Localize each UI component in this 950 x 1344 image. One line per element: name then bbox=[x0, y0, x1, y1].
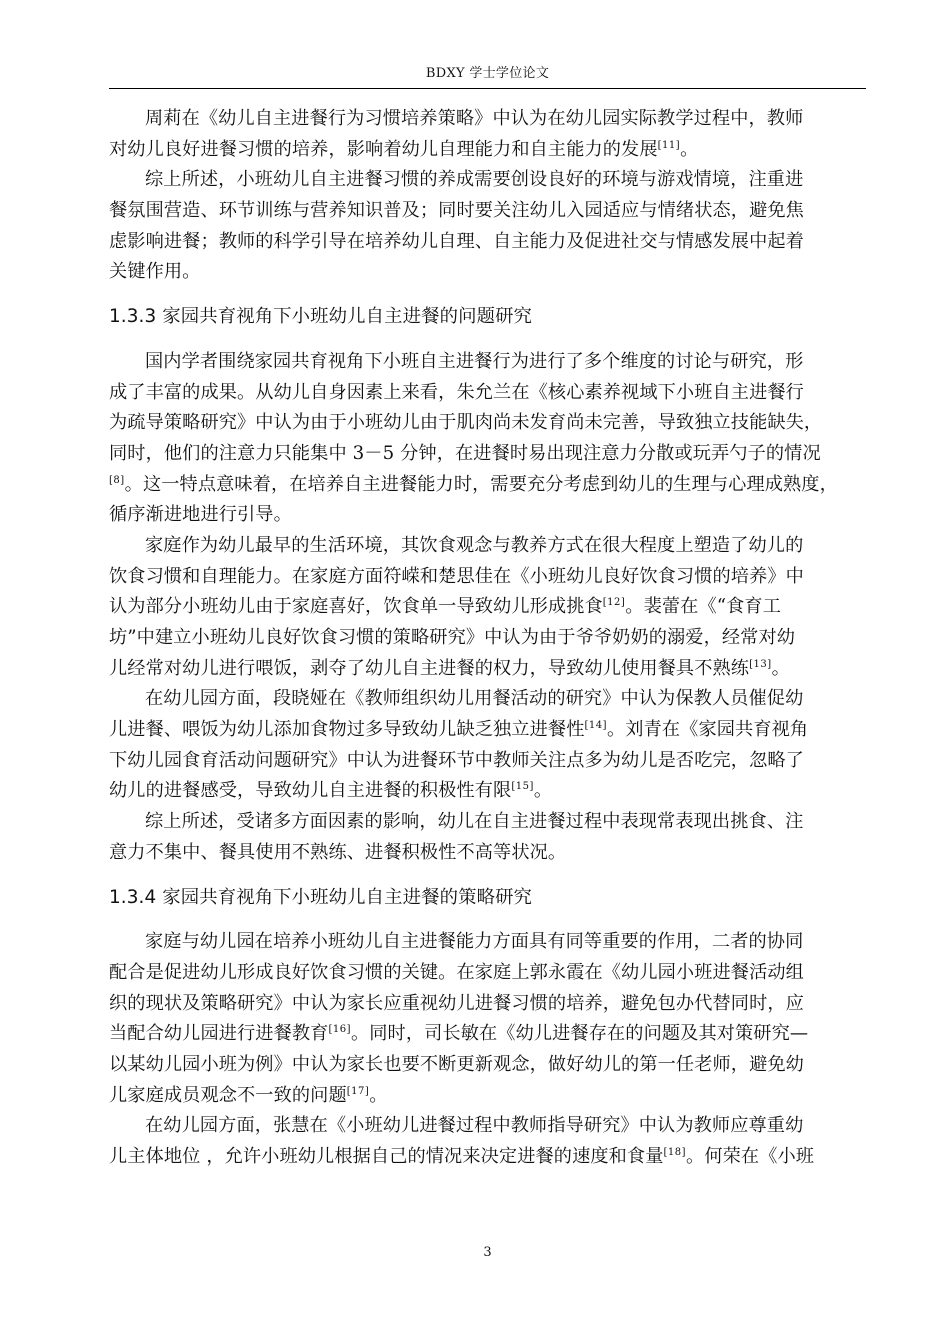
paragraph bbox=[109, 165, 866, 288]
text-line bbox=[109, 1050, 866, 1081]
line-text: 餐氛围营造、环节训练与营养知识普及；同时要关注幼儿入园适应与情绪状态，避免焦 bbox=[109, 200, 804, 222]
text-line bbox=[109, 408, 866, 439]
text-line bbox=[109, 592, 866, 623]
line-text: 为疏导策略研究》中认为由于小班幼儿由于肌肉尚未发育尚未完善，导致独立技能缺失， bbox=[109, 412, 823, 434]
line-text: 同时，他们的注意力只能集中 3－5 分钟，在进餐时易出现注意力分散或玩弄勺子的情况 bbox=[109, 442, 821, 464]
citation-ref: [14] bbox=[584, 720, 608, 732]
line-text: 意力不集中、餐具使用不熟练、进餐积极性不高等状况。 bbox=[109, 841, 567, 863]
section-1-3-3-paragraphs bbox=[109, 347, 866, 869]
text-line bbox=[109, 196, 866, 227]
line-text-after-ref: 。同时，司长敏在《幼儿进餐存在的问题及其对策研究— bbox=[350, 1023, 809, 1045]
line-text: 当配合幼儿园进行进餐教育 bbox=[109, 1023, 329, 1045]
section-1-3-4-paragraphs bbox=[109, 927, 866, 1173]
text-line bbox=[109, 958, 866, 989]
citation-ref: [15] bbox=[511, 781, 534, 793]
text-line bbox=[109, 838, 866, 869]
line-text-after-ref: 。 bbox=[369, 1084, 388, 1106]
line-text: 认为部分小班幼儿由于家庭喜好，饮食单一导致幼儿形成挑食 bbox=[109, 596, 603, 618]
line-text-after-ref: 。 bbox=[771, 657, 790, 679]
text-line bbox=[109, 1111, 866, 1142]
text-line bbox=[109, 654, 866, 685]
section-heading-1-3-3: 1.3.3 家园共育视角下小班幼儿自主进餐的问题研究 bbox=[109, 306, 533, 328]
line-text: 幼儿的进餐感受，导致幼儿自主进餐的积极性有限 bbox=[109, 780, 512, 802]
text-line bbox=[109, 623, 866, 654]
text-line bbox=[109, 439, 866, 470]
line-text: 在幼儿园方面，段晓娅在《教师组织幼儿用餐活动的研究》中认为保教人员催促幼 bbox=[145, 688, 804, 710]
paragraph bbox=[109, 347, 866, 531]
text-line bbox=[109, 470, 866, 501]
citation-ref: [12] bbox=[602, 597, 626, 609]
line-text: 儿家庭成员观念不一致的问题 bbox=[109, 1084, 347, 1106]
line-text: 综上所述，小班幼儿自主进餐习惯的养成需要创设良好的环境与游戏情境，注重进 bbox=[145, 169, 804, 191]
line-text: 成了丰富的成果。从幼儿自身因素上来看，朱允兰在《核心素养视域下小班自主进餐行 bbox=[109, 381, 804, 403]
text-line bbox=[109, 257, 866, 288]
line-text: 虑影响进餐；教师的科学引导在培养幼儿自理、自主能力及促进社交与情感发展中起着 bbox=[109, 230, 804, 252]
line-text-after-ref: 。 bbox=[680, 138, 699, 160]
line-text: 循序渐进地进行引导。 bbox=[109, 504, 292, 526]
line-text: 对幼儿良好进餐习惯的培养，影响着幼儿自理能力和自主能力的发展 bbox=[109, 138, 658, 160]
line-text: 饮食习惯和自理能力。在家庭方面符嵘和楚思佳在《小班幼儿良好饮食习惯的培养》中 bbox=[109, 565, 804, 587]
text-line bbox=[109, 807, 866, 838]
header-rule bbox=[109, 88, 866, 89]
text-line bbox=[109, 684, 866, 715]
text-line bbox=[109, 776, 866, 807]
text-line bbox=[109, 531, 866, 562]
text-line bbox=[109, 165, 866, 196]
citation-ref: [8] bbox=[109, 474, 125, 486]
text-line bbox=[109, 500, 866, 531]
line-text: 儿进餐、喂饭为幼儿添加食物过多导致幼儿缺乏独立进餐性 bbox=[109, 719, 585, 741]
paragraph bbox=[109, 927, 866, 1111]
citation-ref: [16] bbox=[328, 1024, 351, 1036]
line-text-after-ref: 。裴蕾在《“食育工 bbox=[625, 596, 781, 618]
running-header: BDXY 学士学位论文 bbox=[425, 66, 550, 81]
citation-ref: [18] bbox=[663, 1147, 687, 1158]
line-text: 周莉在《幼儿自主进餐行为习惯培养策略》中认为在幼儿园实际教学过程中，教师 bbox=[145, 108, 804, 129]
text-line bbox=[109, 227, 866, 258]
page-body bbox=[109, 104, 866, 1173]
line-text: 坊”中建立小班幼儿良好饮食习惯的策略研究》中认为由于爷爷奶奶的溺爱，经常对幼 bbox=[109, 627, 796, 648]
paragraph bbox=[109, 104, 866, 165]
line-text-after-ref: 。这一特点意味着，在培养自主进餐能力时，需要充分考虑到幼儿的生理与心理成熟度， bbox=[124, 473, 838, 495]
paragraph bbox=[109, 807, 866, 868]
citation-ref: [17] bbox=[346, 1085, 370, 1097]
intro-paragraphs bbox=[109, 104, 866, 288]
text-line bbox=[109, 378, 866, 409]
line-text: 关键作用。 bbox=[109, 261, 201, 283]
line-text: 以某幼儿园小班为例》中认为家长也要不断更新观念，做好幼儿的第一任老师，避免幼 bbox=[109, 1053, 804, 1075]
citation-ref: [11] bbox=[657, 139, 681, 151]
line-text-after-ref: 。何荣在《小班 bbox=[686, 1146, 815, 1167]
line-text: 儿经常对幼儿进行喂饭，剥夺了幼儿自主进餐的权力，导致幼儿使用餐具不熟练 bbox=[109, 657, 750, 679]
line-text: 下幼儿园食育活动问题研究》中认为进餐环节中教师关注点多为幼儿是否吃完，忽略了 bbox=[109, 749, 804, 771]
text-line bbox=[109, 135, 866, 166]
line-text: 综上所述，受诸多方面因素的影响，幼儿在自主进餐过程中表现常表现出挑食、注 bbox=[145, 811, 804, 833]
line-text-after-ref: 。 bbox=[533, 780, 553, 802]
line-text: 家庭作为幼儿最早的生活环境，其饮食观念与教养方式在很大程度上塑造了幼儿的 bbox=[145, 534, 804, 556]
line-text: 配合是促进幼儿形成良好饮食习惯的关键。在家庭上郭永霞在《幼儿园小班进餐活动组 bbox=[109, 961, 804, 983]
text-line bbox=[109, 1142, 866, 1173]
text-line bbox=[109, 104, 866, 135]
text-line bbox=[109, 715, 866, 746]
section-heading-1-3-4: 1.3.4 家园共育视角下小班幼儿自主进餐的策略研究 bbox=[109, 886, 533, 908]
text-line bbox=[109, 989, 866, 1020]
text-line bbox=[109, 562, 866, 593]
text-line bbox=[109, 746, 866, 777]
text-line bbox=[109, 1081, 866, 1112]
citation-ref: [13] bbox=[749, 658, 772, 670]
paragraph bbox=[109, 684, 866, 807]
line-text: 国内学者围绕家园共育视角下小班自主进餐行为进行了多个维度的讨论与研究，形 bbox=[145, 350, 804, 372]
line-text: 家庭与幼儿园在培养小班幼儿自主进餐能力方面具有同等重要的作用，二者的协同 bbox=[145, 931, 804, 953]
line-text: 儿主体地位 ，允许小班幼儿根据自己的情况来决定进餐的速度和食量 bbox=[109, 1146, 664, 1167]
line-text-after-ref: 。刘青在《家园共育视角 bbox=[607, 719, 809, 741]
paragraph bbox=[109, 1111, 866, 1172]
page-number: 3 bbox=[483, 1245, 492, 1260]
text-line bbox=[109, 927, 866, 958]
line-text: 织的现状及策略研究》中认为家长应重视幼儿进餐习惯的培养，避免包办代替同时，应 bbox=[109, 992, 804, 1014]
text-line bbox=[109, 1019, 866, 1050]
line-text: 在幼儿园方面，张慧在《小班幼儿进餐过程中教师指导研究》中认为教师应尊重幼 bbox=[145, 1115, 804, 1137]
text-line bbox=[109, 347, 866, 378]
paragraph bbox=[109, 531, 866, 684]
